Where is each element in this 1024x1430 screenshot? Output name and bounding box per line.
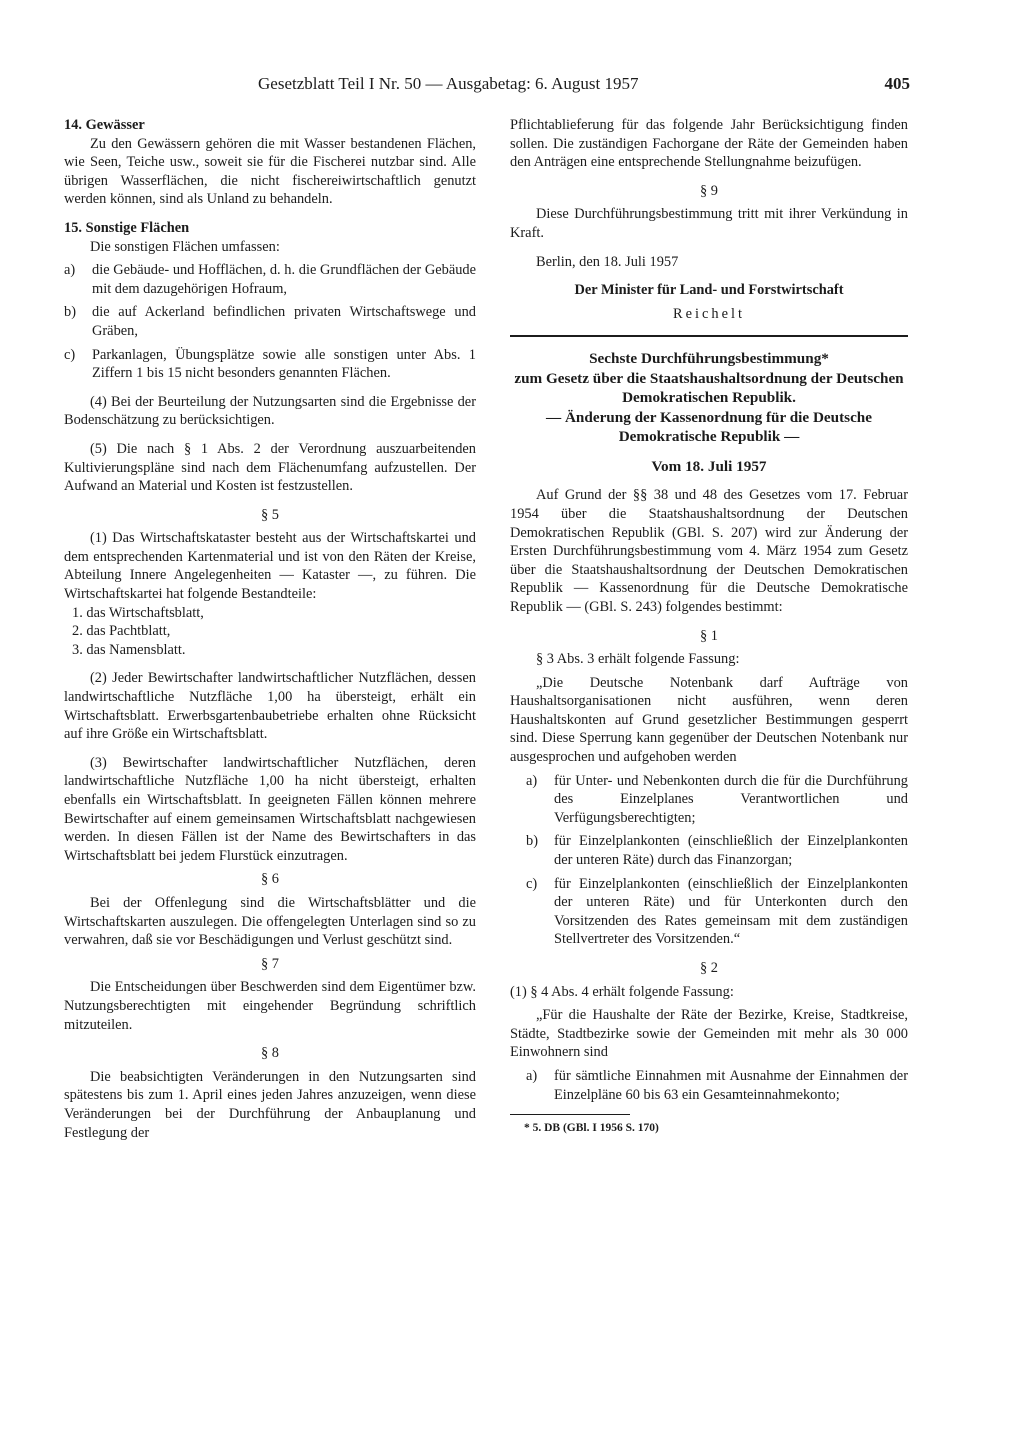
section-7-text: Die Entscheidungen über Beschwerden sind dem Eigentümer bzw. Nutzungsberechtigten mit eingehender Begründung schriftlich mitzuteilen. [64, 979, 476, 1033]
section-5-paragraph-3: (3) Bewirtschafter landwirtschaftlicher Nutzflächen, deren landwirtschaftliche Nutzfläche 1,00 ha nicht übersteigt, erhalten ebenfalls ein Wirtschaftsblatt. In geeigneten Fällen können mehrere Bewirtschafter auf einem gemeinsamen Wirtschaftsblatt nachgewiesen werden. In diesen Fällen ist der Name des Bewirtschafters in das Wirtschaftsblatt bei jedem Flurstück einzutragen. [64, 754, 476, 864]
list-item: 1. das Wirtschaftsblatt, [72, 604, 204, 621]
section-2-intro: (1) § 4 Abs. 4 erhält folgende Fassung: [510, 983, 734, 1000]
page-number: 405 [884, 74, 910, 93]
section-2-quote: „Für die Haushalte der Räte der Bezirke, Kreise, Stadtkreise, Städte, Stadtbezirke sowie der Gemeinden mit mehr als 30 000 Einwohnern sind [510, 1007, 908, 1061]
section-1-intro: § 3 Abs. 3 erhält folgende Fassung: [536, 651, 740, 668]
preamble: Auf Grund der §§ 38 und 48 des Gesetzes vom 17. Februar 1954 über die Staatshaushaltsordnung der Deutschen Demokratischen Republik (GBl. S. 207) wird zur Änderung der Ersten Durchführungsbestimmung vom 4. März 1954 zum Gesetz über die Staatshaushaltsordnung der Deutschen Demokratischen Republik — Kassenordnung für die Deutsche Demokratische Republik — (GBl. S. 243) folgendes bestimmt: [510, 487, 908, 615]
list-item [510, 875, 908, 949]
section-1-heading: § 1 [700, 627, 718, 644]
list-item [64, 261, 476, 298]
paragraph-5: (5) Die nach § 1 Abs. 2 der Verordnung auszuarbeitenden Kultivierungspläne sind nach dem Flächenumfang aufzustellen. Der Aufwand an Material und Kosten ist festzustellen. [64, 440, 476, 495]
list-item-text: für Einzelplankonten (einschließlich der Einzelplankonten der unteren Räte) und für Unterkonten durch den Vorsitzenden des Rates gemeinsam mit dem zuständigen Stellvertreter des Vorsitzenden.“ [554, 875, 908, 948]
section-5-paragraph-2: (2) Jeder Bewirtschafter landwirtschaftlicher Nutzflächen, dessen landwirtschaftliche Nutzfläche 1,00 ha übersteigt, erhält ein Wirtschaftsblatt. Erwerbsgartenbaubetriebe erhalten ohne Rücksicht auf ihre Größe ein Wirtschaftsblatt. [64, 670, 476, 743]
header-title: Gesetzblatt Teil I Nr. 50 — Ausgabetag: 6. August 1957 [258, 74, 639, 93]
section-7-heading: § 7 [261, 955, 279, 972]
paragraph-4: (4) Bei der Beurteilung der Nutzungsarten sind die Ergebnisse der Bodenschätzung zu berücksichtigen. [64, 393, 476, 429]
section-5-heading: § 5 [261, 506, 279, 523]
footnote-divider [510, 1114, 630, 1115]
list-item-label: c) [526, 875, 538, 892]
continued-paragraph: Pflichtablieferung für das folgende Jahr Berücksichtigung finden sollen. Die zuständigen Fachorgane der Räte der Gemeinden haben den Anträgen eine entsprechende Stellungnahme beizufügen. [510, 117, 908, 171]
section-6-text: Bei der Offenlegung sind die Wirtschaftsblätter und die Wirtschaftskarten auszulegen. Die offengelegten Unterlagen sind so zu verwahren, daß sie vor Beschädigungen und Verlust geschützt sind. [64, 894, 476, 949]
section-8-heading: § 8 [261, 1045, 279, 1062]
divider [510, 335, 908, 337]
list-item-label: a) [526, 772, 538, 789]
section-1-quote: „Die Deutsche Notenbank darf Aufträge von Haushaltsorganisationen nicht ausführen, wenn deren Haushaltskonten auf Grund gesetzlicher Bestimmungen gesperrt sind. Diese Sperrung kann gegenüber der Deutschen Notenbank nur ausgesprochen und aufgehoben werden [510, 674, 908, 766]
decree-date: Vom 18. Juli 1957 [651, 457, 767, 475]
right-column [510, 116, 908, 1138]
decree-title-2: zum Gesetz über die Staatshaushaltsordnung der Deutschen Demokratischen Republik. [514, 369, 904, 407]
list-item-text: Parkanlagen, Übungsplätze sowie alle sonstigen unter Abs. 1 Ziffern 1 bis 15 nicht besonders genannten Flächen. [92, 346, 476, 382]
list-item [64, 346, 476, 383]
section-14-title: 14. Gewässer [64, 117, 145, 133]
list-item-text: die auf Ackerland befindlichen privaten Wirtschaftswege und Gräben, [92, 304, 476, 339]
list-item-text: für Einzelplankonten (einschließlich der Einzelplankonten der unteren Räte) durch das Finanzorgan; [554, 833, 908, 869]
list-item-text: die Gebäude- und Hofflächen, d. h. die Grundflächen der Gebäude mit dem dazugehörigen Hofraum, [92, 262, 476, 297]
list-item-label: a) [64, 262, 76, 279]
list-item [510, 772, 908, 828]
list-item: 3. das Namensblatt. [72, 641, 186, 658]
list-item: 2. das Pachtblatt, [72, 623, 171, 640]
signature: Reichelt [673, 305, 745, 322]
section-2-heading: § 2 [700, 960, 718, 976]
section-6-heading: § 6 [261, 871, 279, 888]
list-item-label: c) [64, 346, 76, 363]
minister-title: Der Minister für Land- und Forstwirtschaft [574, 282, 844, 299]
list-item-label: b) [64, 304, 76, 321]
section-15-title: 15. Sonstige Flächen [64, 219, 190, 236]
decree-title-3: — Änderung der Kassenordnung für die Deutsche Demokratische Republik — [545, 408, 872, 446]
section-14-text: Zu den Gewässern gehören die mit Wasser bestandenen Flächen, wie Seen, Teiche usw., soweit sie für die Fischerei nutzbar sind. Alle übrigen Wasserflächen, die nicht fischereiwirtschaftlich genutzt werden können, sind als Unland zu behandeln. [64, 135, 476, 208]
list-item [510, 1067, 908, 1104]
list-item-text: für Unter- und Nebenkonten durch die für die Durchführung des Einzelplanes Verantwortlichen und Verfügungsberechtigten; [554, 772, 908, 826]
list-item-label: b) [526, 833, 538, 850]
section-15-intro: Die sonstigen Flächen umfassen: [90, 238, 280, 255]
left-column [64, 116, 476, 1142]
list-item [510, 832, 908, 869]
section-8-text: Die beabsichtigten Veränderungen in den Nutzungsarten sind spätestens bis zum 1. April eines jeden Jahres anzuzeigen, wenn diese Veränderungen bei der Durchführung der Anbauplanung und Festlegung der [64, 1068, 476, 1141]
section-9-text: Diese Durchführungsbestimmung tritt mit ihrer Verkündung in Kraft. [510, 206, 908, 241]
list-item-label: a) [526, 1067, 538, 1084]
footnote: * 5. DB (GBl. I 1956 S. 170) [524, 1122, 659, 1135]
section-9-heading: § 9 [700, 182, 718, 199]
place-date: Berlin, den 18. Juli 1957 [536, 253, 679, 270]
list-item [64, 303, 476, 340]
section-5-paragraph-1: (1) Das Wirtschaftskataster besteht aus der Wirtschaftskartei und dem entsprechenden Kartenmaterial und ist von den Räten der Kreise, Abteilung Innere Angelegenheiten — Kataster —, zu führen. Die Wirtschaftskartei hat folgende Bestandteile: [64, 530, 476, 603]
decree-title-1: Sechste Durchführungsbestimmung* [589, 350, 829, 368]
list-item-text: für sämtliche Einnahmen mit Ausnahme der Einnahmen der Einzelpläne 60 bis 63 ein Gesamteinnahmekonto; [554, 1067, 908, 1103]
